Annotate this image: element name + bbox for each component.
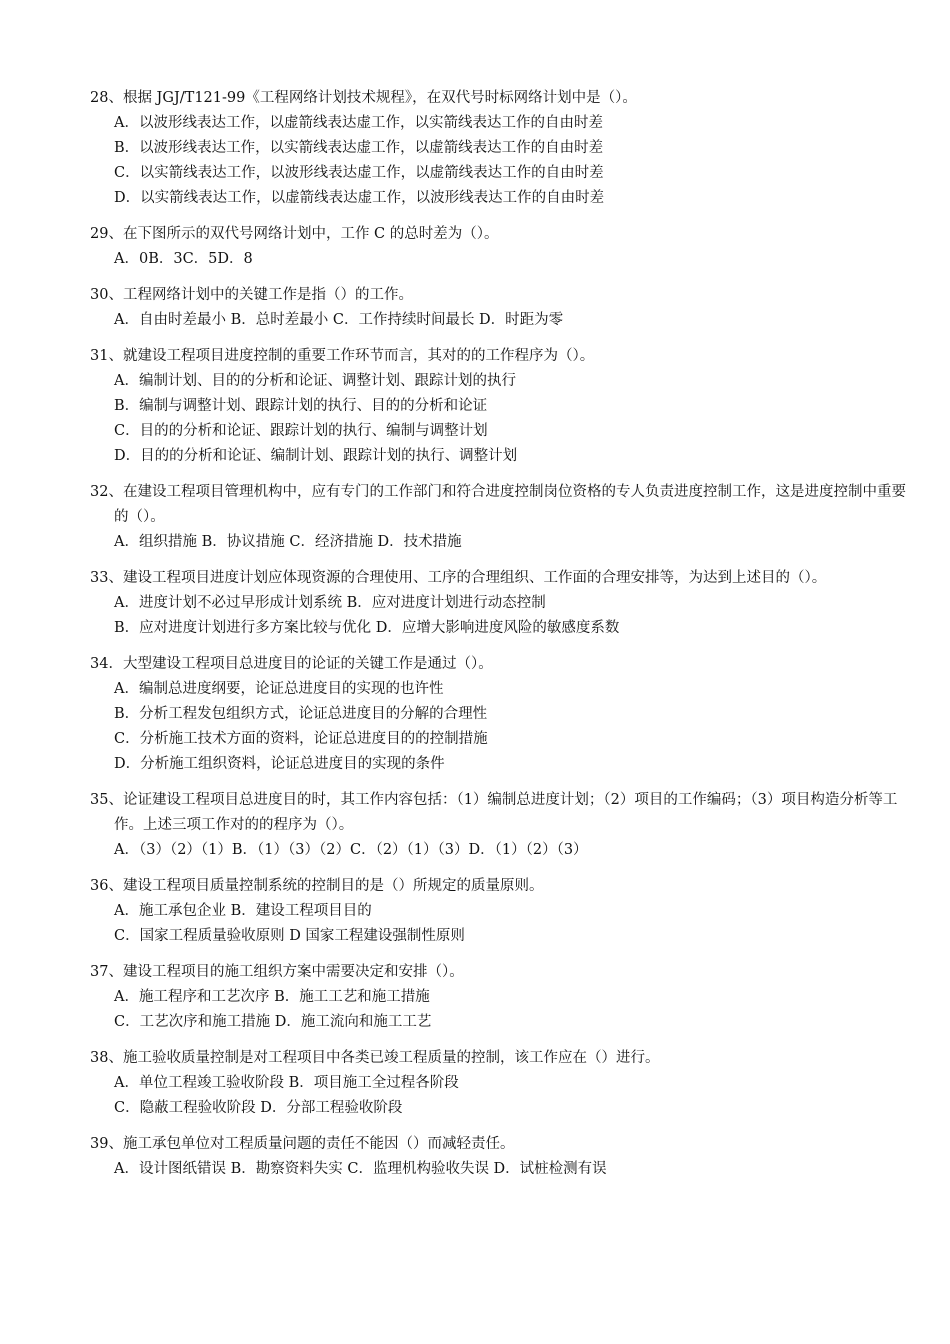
option-b: B．以波形线表达工作，以实箭线表达虚工作，以虚箭线表达工作的自由时差 — [114, 140, 604, 156]
question-stem: 32、在建设工程项目管理机构中，应有专门的工作部门和符合进度控制岗位资格的专人负责进度控制工作，这是进度控制中重要的（）。 — [90, 484, 906, 525]
question-stem: 33、建设工程项目进度计划应体现资源的合理使用、工序的合理组织、工作面的合理安排等，为达到上述目的（）。 — [90, 570, 827, 586]
option-d: D．以实箭线表达工作，以虚箭线表达虚工作，以波形线表达工作的自由时差 — [114, 190, 605, 206]
question-stem: 35、论证建设工程项目总进度目的时，其工作内容包括：（1）编制总进度计划；（2）项目的工作编码；（3）项目构造分析等工作。上述三项工作对的的程序为（）。 — [90, 792, 898, 833]
question-stem: 39、施工承包单位对工程质量问题的责任不能因（）而减轻责任。 — [90, 1136, 515, 1152]
question-31 — [90, 344, 920, 469]
option-line-1: A．进度计划不必过早形成计划系统 B．应对进度计划进行动态控制 — [114, 595, 546, 611]
option-c: C．目的的分析和论证、跟踪计划的执行、编制与调整计划 — [114, 423, 488, 439]
question-38 — [90, 1046, 920, 1121]
option-a: A．编制计划、目的的分析和论证、调整计划、跟踪计划的执行 — [114, 373, 516, 389]
question-stem: 36、建设工程项目质量控制系统的控制目的是（）所规定的质量原则。 — [90, 878, 544, 894]
question-30 — [90, 283, 920, 333]
question-stem: 30、工程网络计划中的关键工作是指（）的工作。 — [90, 287, 413, 303]
question-35 — [90, 788, 920, 863]
option-b: B．分析工程发包组织方式，论证总进度目的分解的合理性 — [114, 706, 488, 722]
option-line-1: A．施工程序和工艺次序 B．施工工艺和施工措施 — [114, 989, 430, 1005]
option-c: C．以实箭线表达工作，以波形线表达虚工作，以虚箭线表达工作的自由时差 — [114, 165, 604, 181]
option-line-2: C．国家工程质量验收原则 D 国家工程建设强制性原则 — [114, 928, 465, 944]
question-stem: 34．大型建设工程项目总进度目的论证的关键工作是通过（）。 — [90, 656, 493, 672]
option-line-2: C．工艺次序和施工措施 D．施工流向和施工工艺 — [114, 1014, 432, 1030]
option-line-1: A．施工承包企业 B．建设工程项目目的 — [114, 903, 372, 919]
option-line-1: A．单位工程竣工验收阶段 B．项目施工全过程各阶段 — [114, 1075, 459, 1091]
question-28 — [90, 86, 920, 211]
option-a: A．编制总进度纲要，论证总进度目的实现的也许性 — [114, 681, 444, 697]
option-a: A．以波形线表达工作，以虚箭线表达虚工作，以实箭线表达工作的自由时差 — [114, 115, 603, 131]
option-d: D．分析施工组织资料，论证总进度目的实现的条件 — [114, 756, 445, 772]
option-c: C．分析施工技术方面的资料，论证总进度目的的控制措施 — [114, 731, 488, 747]
option-line: A．0B．3C．5D．8 — [114, 251, 253, 267]
option-b: B．编制与调整计划、跟踪计划的执行、目的的分析和论证 — [114, 398, 488, 414]
question-stem: 37、建设工程项目的施工组织方案中需要决定和安排（）。 — [90, 964, 464, 980]
option-line: A．（3）（2）（1）B．（1）（3）（2）C．（2）（1）（3）D．（1）（2）（3） — [114, 842, 588, 858]
question-stem: 38、施工验收质量控制是对工程项目中各类已竣工程质量的控制，该工作应在（）进行。 — [90, 1050, 660, 1066]
question-29 — [90, 222, 920, 272]
option-d: D．目的的分析和论证、编制计划、跟踪计划的执行、调整计划 — [114, 448, 518, 464]
option-line: A．组织措施 B．协议措施 C．经济措施 D．技术措施 — [114, 534, 462, 550]
question-stem: 31、就建设工程项目进度控制的重要工作环节而言，其对的的工作程序为（）。 — [90, 348, 595, 364]
question-32 — [90, 480, 920, 555]
question-39 — [90, 1132, 920, 1182]
question-stem: 29、在下图所示的双代号网络计划中，工作 C 的总时差为（）。 — [90, 226, 499, 242]
option-line-2: C．隐蔽工程验收阶段 D．分部工程验收阶段 — [114, 1100, 403, 1116]
option-line: A．设计图纸错误 B．勘察资料失实 C．监理机构验收失误 D．试桩检测有误 — [114, 1161, 607, 1177]
option-line: A．自由时差最小 B．总时差最小 C．工作持续时间最长 D．时距为零 — [114, 312, 564, 328]
question-34 — [90, 652, 920, 777]
question-33 — [90, 566, 920, 641]
question-37 — [90, 960, 920, 1035]
option-line-2: B．应对进度计划进行多方案比较与优化 D．应增大影响进度风险的敏感度系数 — [114, 620, 620, 636]
question-36 — [90, 874, 920, 949]
question-stem: 28、根据 JGJ/T121-99《工程网络计划技术规程》，在双代号时标网络计划中是（）。 — [90, 90, 637, 106]
